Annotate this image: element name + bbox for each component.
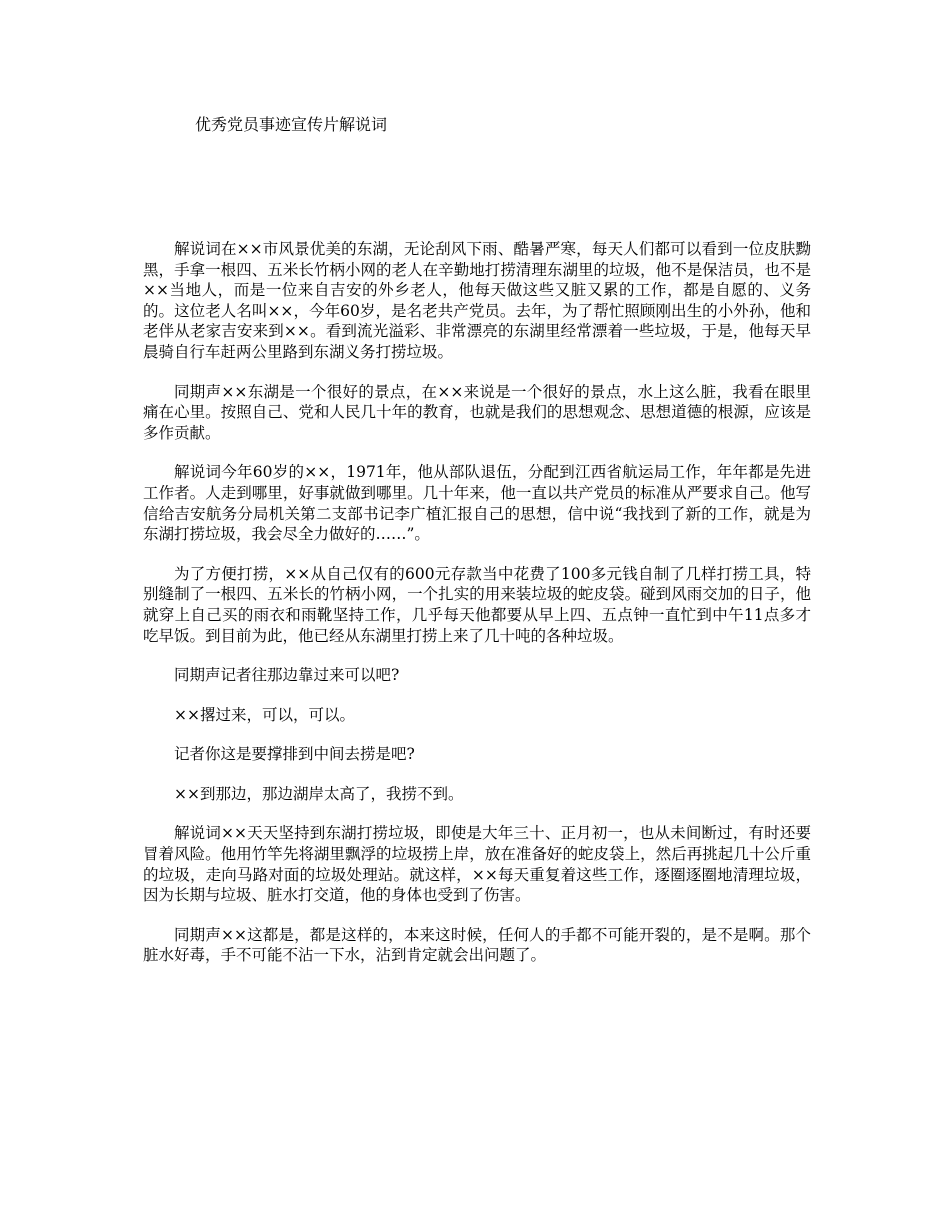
paragraph-tools: 为了方便打捞，××从自己仅有的600元存款当中花费了100多元钱自制了几样打捞工具，特别缝制了一根四、五米长的竹柄小网，一个扎实的用来装垃圾的蛇皮袋。碰到风雨交加的日子，他就穿上自己买的雨衣和雨靴坚持工作，几乎每天他都要从早上四、五点钟一直忙到中午11点多才吃早饭。到目前为此，他已经从东湖里打捞上来了几十吨的各种垃圾。 — [143, 564, 811, 645]
paragraph-narration-intro: 解说词在××市风景优美的东湖，无论刮风下雨、酷暑严寒，每天人们都可以看到一位皮肤黝黑，手拿一根四、五米长竹柄小网的老人在辛勤地打捞清理东湖里的垃圾，他不是保洁员，也不是××当地人，而是一位来自吉安的外乡老人，他每天做这些又脏又累的工作，都是自愿的、义务的。这位老人名叫××，今年60岁，是名老共产党员。去年，为了帮忙照顾刚出生的小外孙，他和老伴从老家吉安来到××。看到流光溢彩、非常漂亮的东湖里经常漂着一些垃圾，于是，他每天早晨骑自行车赶两公里路到东湖义务打捞垃圾。 — [143, 240, 811, 361]
paragraph-dialogue-2: ××撂过来，可以，可以。 — [174, 705, 355, 724]
document-body — [143, 239, 811, 985]
paragraph-sync-sound-1: 同期声××东湖是一个很好的景点，在××来说是一个很好的景点，水上这么脏，我看在眼里痛在心里。按照自己、党和人民几十年的教育，也就是我们的思想观念、思想道德的根源，应该是多作贡献。 — [143, 382, 811, 442]
paragraph-dialogue-1: 同期声记者往那边靠过来可以吧? — [174, 666, 400, 685]
paragraph-sync-sound-2: 同期声××这都是，都是这样的，本来这时候，任何人的手都不可能开裂的，是不是啊。那个脏水好毒，手不可能不沾一下水，沾到肯定就会出问题了。 — [143, 925, 811, 965]
paragraph-dialogue-4: ××到那边，那边湖岸太高了，我捞不到。 — [174, 784, 464, 803]
paragraph-narration-persistence: 解说词××天天坚持到东湖打捞垃圾，即使是大年三十、正月初一，也从未间断过，有时还要冒着风险。他用竹竿先将湖里飘浮的垃圾捞上岸，放在准备好的蛇皮袋上，然后再挑起几十公斤重的垃圾，走向马路对面的垃圾处理站。就这样，××每天重复着这些工作，逐圈逐圈地清理垃圾，因为长期与垃圾、脏水打交道，他的身体也受到了伤害。 — [143, 824, 811, 905]
document-title: 优秀党员事迹宣传片解说词 — [195, 115, 388, 134]
paragraph-narration-history: 解说词今年60岁的××，1971年，他从部队退伍，分配到江西省航运局工作，年年都是先进工作者。人走到哪里，好事就做到哪里。几十年来，他一直以共产党员的标准从严要求自己。他写信给吉安航务分局机关第二支部书记李广植汇报自己的思想，信中说“我找到了新的工作，就是为东湖打捞垃圾，我会尽全力做好的……”。 — [143, 463, 811, 544]
paragraph-dialogue-3: 记者你这是要撑排到中间去捞是吧? — [174, 745, 415, 764]
